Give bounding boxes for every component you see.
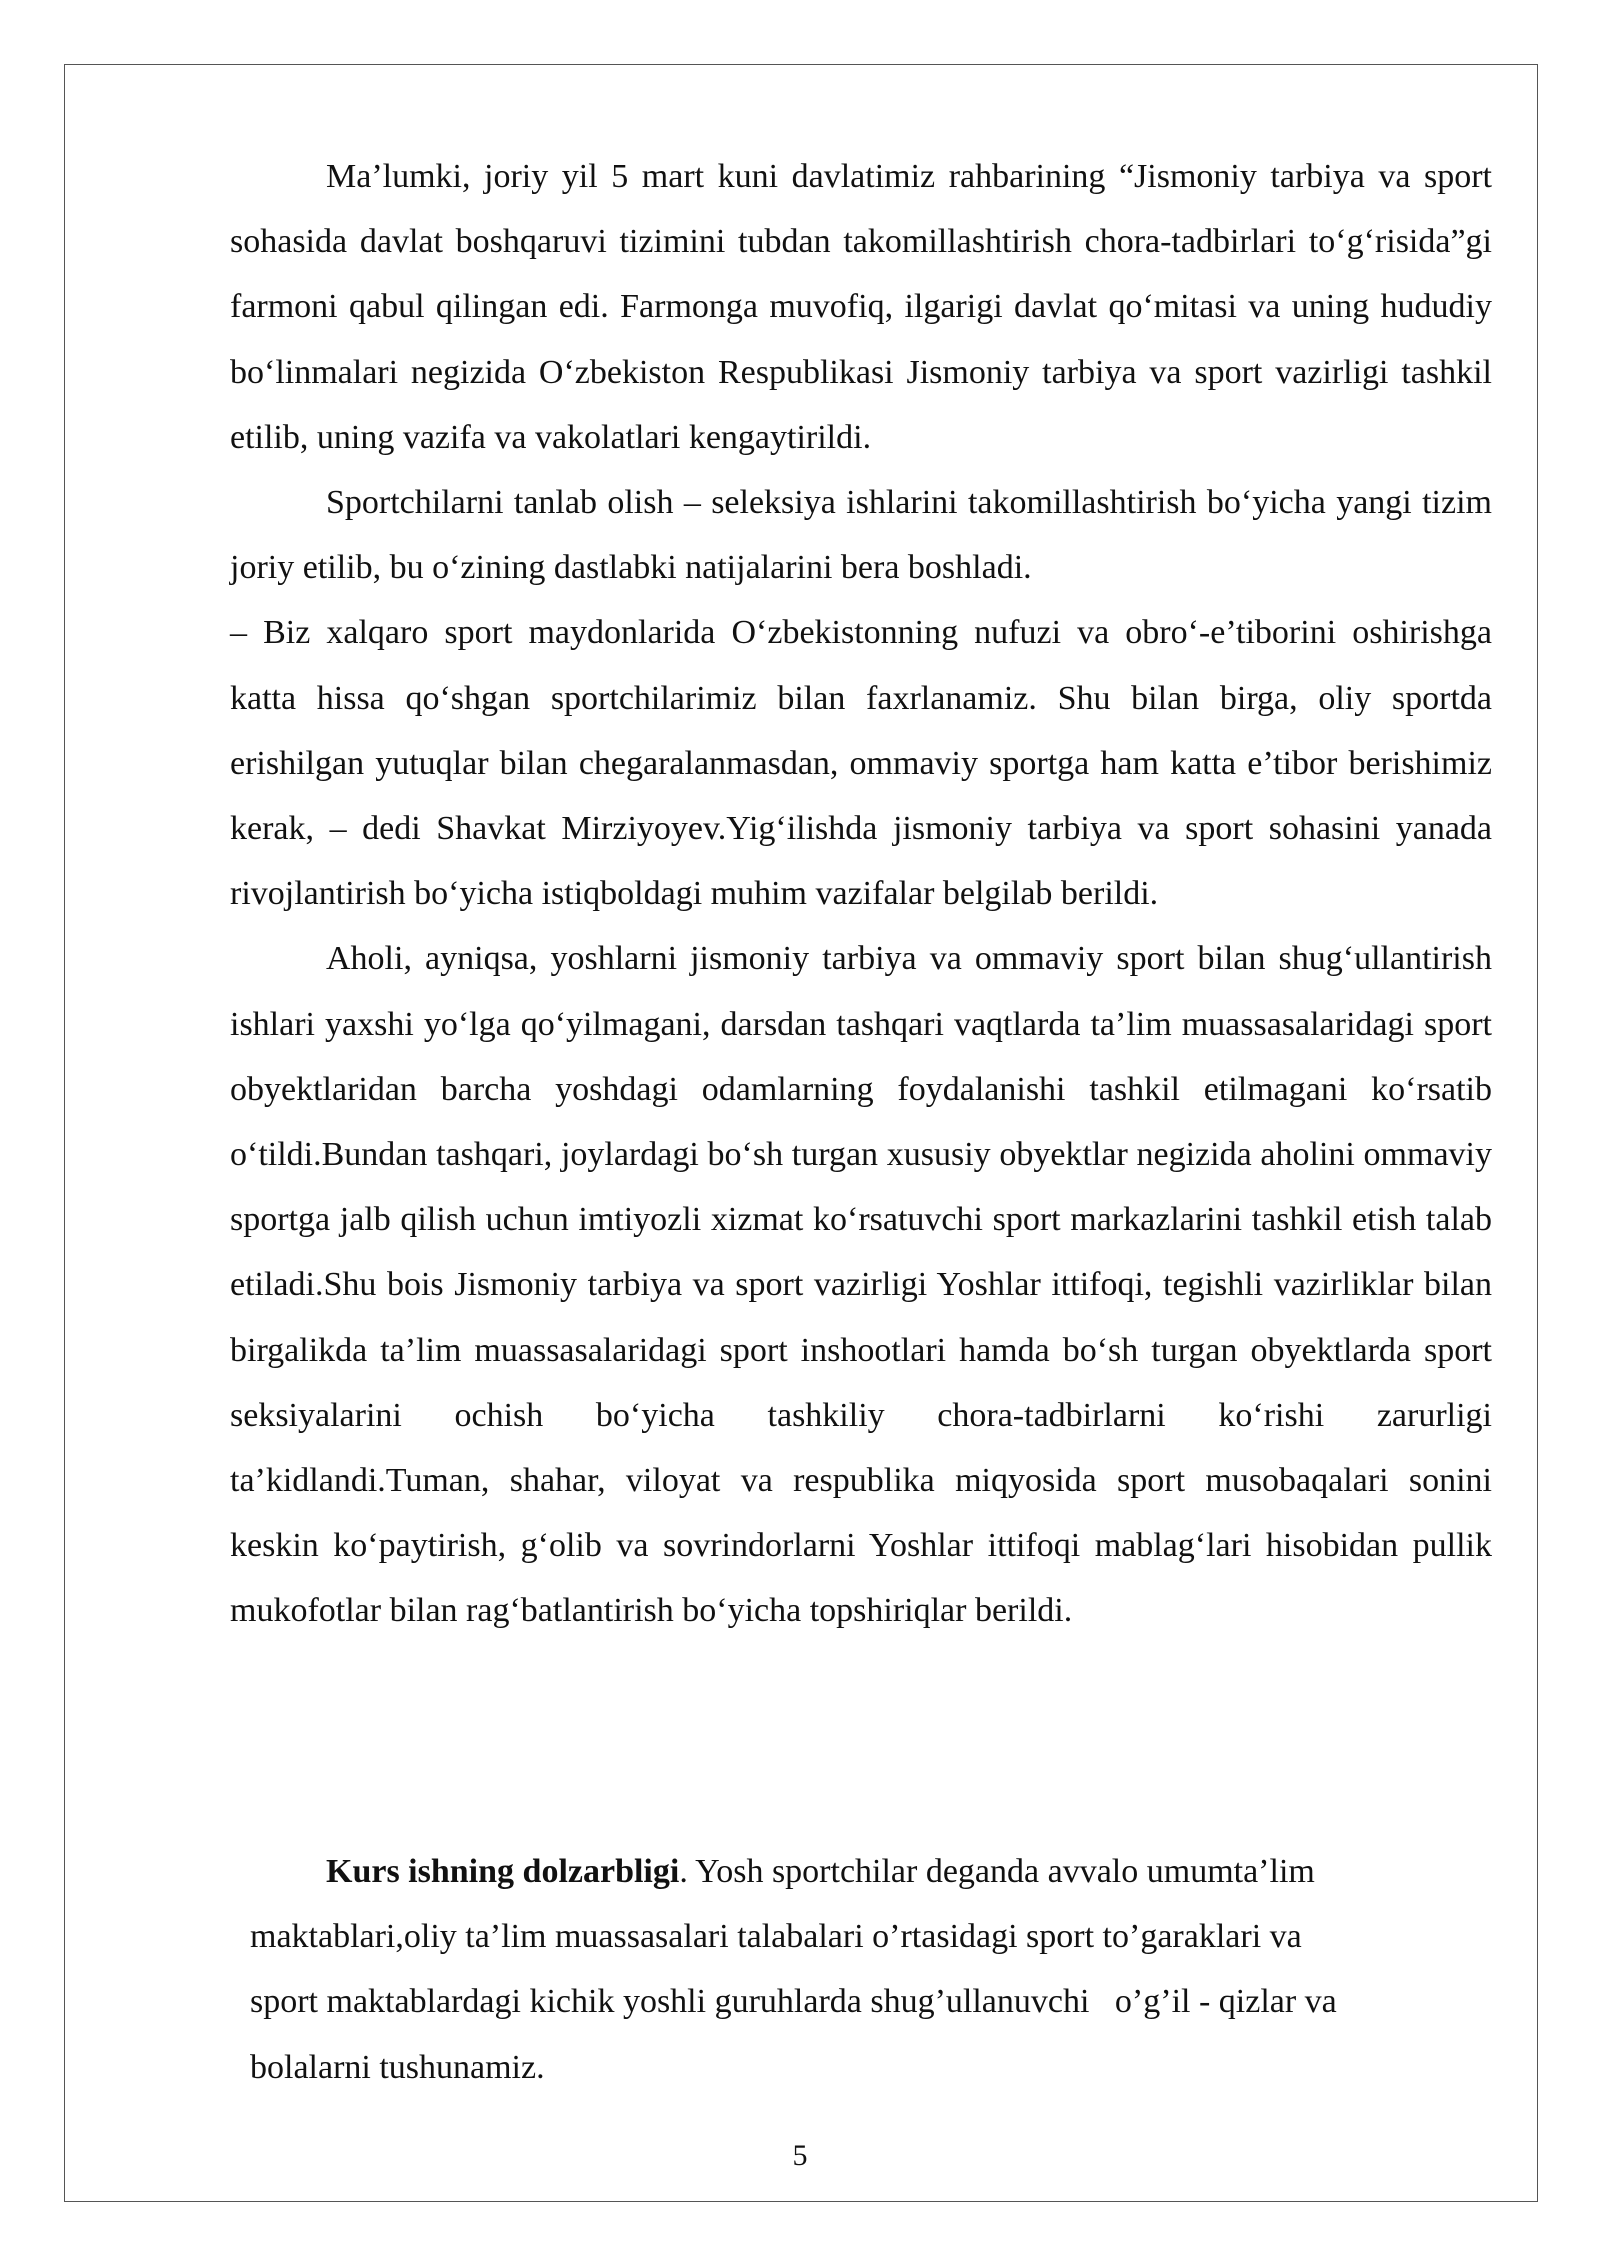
paragraph-selection: Sportchilarni tanlab olish – seleksiya ishlarini takomillashtirish bo‘yicha yangi tizim joriy etilib, bu o‘zining dastlabki natijalarini bera boshladi. bbox=[230, 484, 1492, 587]
relevance-line-4: bolalarni tushunamiz. bbox=[250, 2048, 545, 2086]
document-body bbox=[230, 144, 1492, 1644]
relevance-line-2: maktablari,oliy ta’lim muassasalari talabalari o’rtasidagi sport to’garaklari va bbox=[250, 1918, 1302, 1956]
relevance-first-line bbox=[250, 1839, 1442, 1904]
paragraph-quote: – Biz xalqaro sport maydonlarida O‘zbekistonning nufuzi va obro‘-e’tiborini oshirishga katta hissa qo‘shgan sportchilarimiz bilan faxrlanamiz. Shu bilan birga, oliy sportda erishilgan yutuqlar bilan chegaralanmasdan, ommaviy sportga ham katta e’tibor berishimiz kerak, – dedi Shavkat Mirziyoyev.Yig‘ilishda jismoniy tarbiya va sport sohasini yanada rivojlantirish bo‘yicha istiqboldagi muhim vazifalar belgilab berildi. bbox=[230, 614, 1492, 913]
relevance-line-1: . Yosh sportchilar deganda avvalo umumta’lim bbox=[679, 1853, 1315, 1890]
paragraph-relevance bbox=[250, 1839, 1442, 2100]
page-number: 5 bbox=[792, 2139, 808, 2172]
relevance-heading: Kurs ishning dolzarbligi bbox=[326, 1853, 680, 1890]
paragraph-decree: Ma’lumki, joriy yil 5 mart kuni davlatimiz rahbarining “Jismoniy tarbiya va sport sohasida davlat boshqaruvi tizimini tubdan takomillashtirish chora-tadbirlari to‘g‘risida”gi farmoni qabul qilingan edi. Farmonga muvofiq, ilgarigi davlat qo‘mitasi va uning hududiy bo‘linmalari negizida O‘zbekiston Respublikasi Jismoniy tarbiya va sport vazirligi tashkil etilib, uning vazifa va vakolatlari kengaytirildi. bbox=[230, 158, 1492, 456]
relevance-line-3: sport maktablardagi kichik yoshli guruhlarda shug’ullanuvchi o’g’il - qizlar va bbox=[250, 1983, 1337, 2021]
paragraph-youth-sport: Aholi, ayniqsa, yoshlarni jismoniy tarbiya va ommaviy sport bilan shug‘ullantirish ishlari yaxshi yo‘lga qo‘yilmagani, darsdan tashqari vaqtlarda ta’lim muassasalaridagi sport obyektlaridan barcha yoshdagi odamlarning foydalanishi tashkil etilmagani ko‘rsatib o‘tildi.Bundan tashqari, joylardagi bo‘sh turgan xususiy obyektlar negizida aholini ommaviy sportga jalb qilish uchun imtiyozli xizmat ko‘rsatuvchi sport markazlarini tashkil etish talab etiladi.Shu bois Jismoniy tarbiya va sport vazirligi Yoshlar ittifoqi, tegishli vazirliklar bilan birgalikda ta’lim muassasalaridagi sport inshootlari hamda bo‘sh turgan obyektlarda sport seksiyalarini ochish bo‘yicha tashkiliy chora-tadbirlarni ko‘rishi zarurligi ta’kidlandi.Tuman, shahar, viloyat va respublika miqyosida sport musobaqalari sonini keskin ko‘paytirish, g‘olib va sovrindorlarni Yoshlar ittifoqi mablag‘lari hisobidan pullik mukofotlar bilan rag‘batlantirish bo‘yicha topshiriqlar berildi. bbox=[230, 940, 1492, 1630]
